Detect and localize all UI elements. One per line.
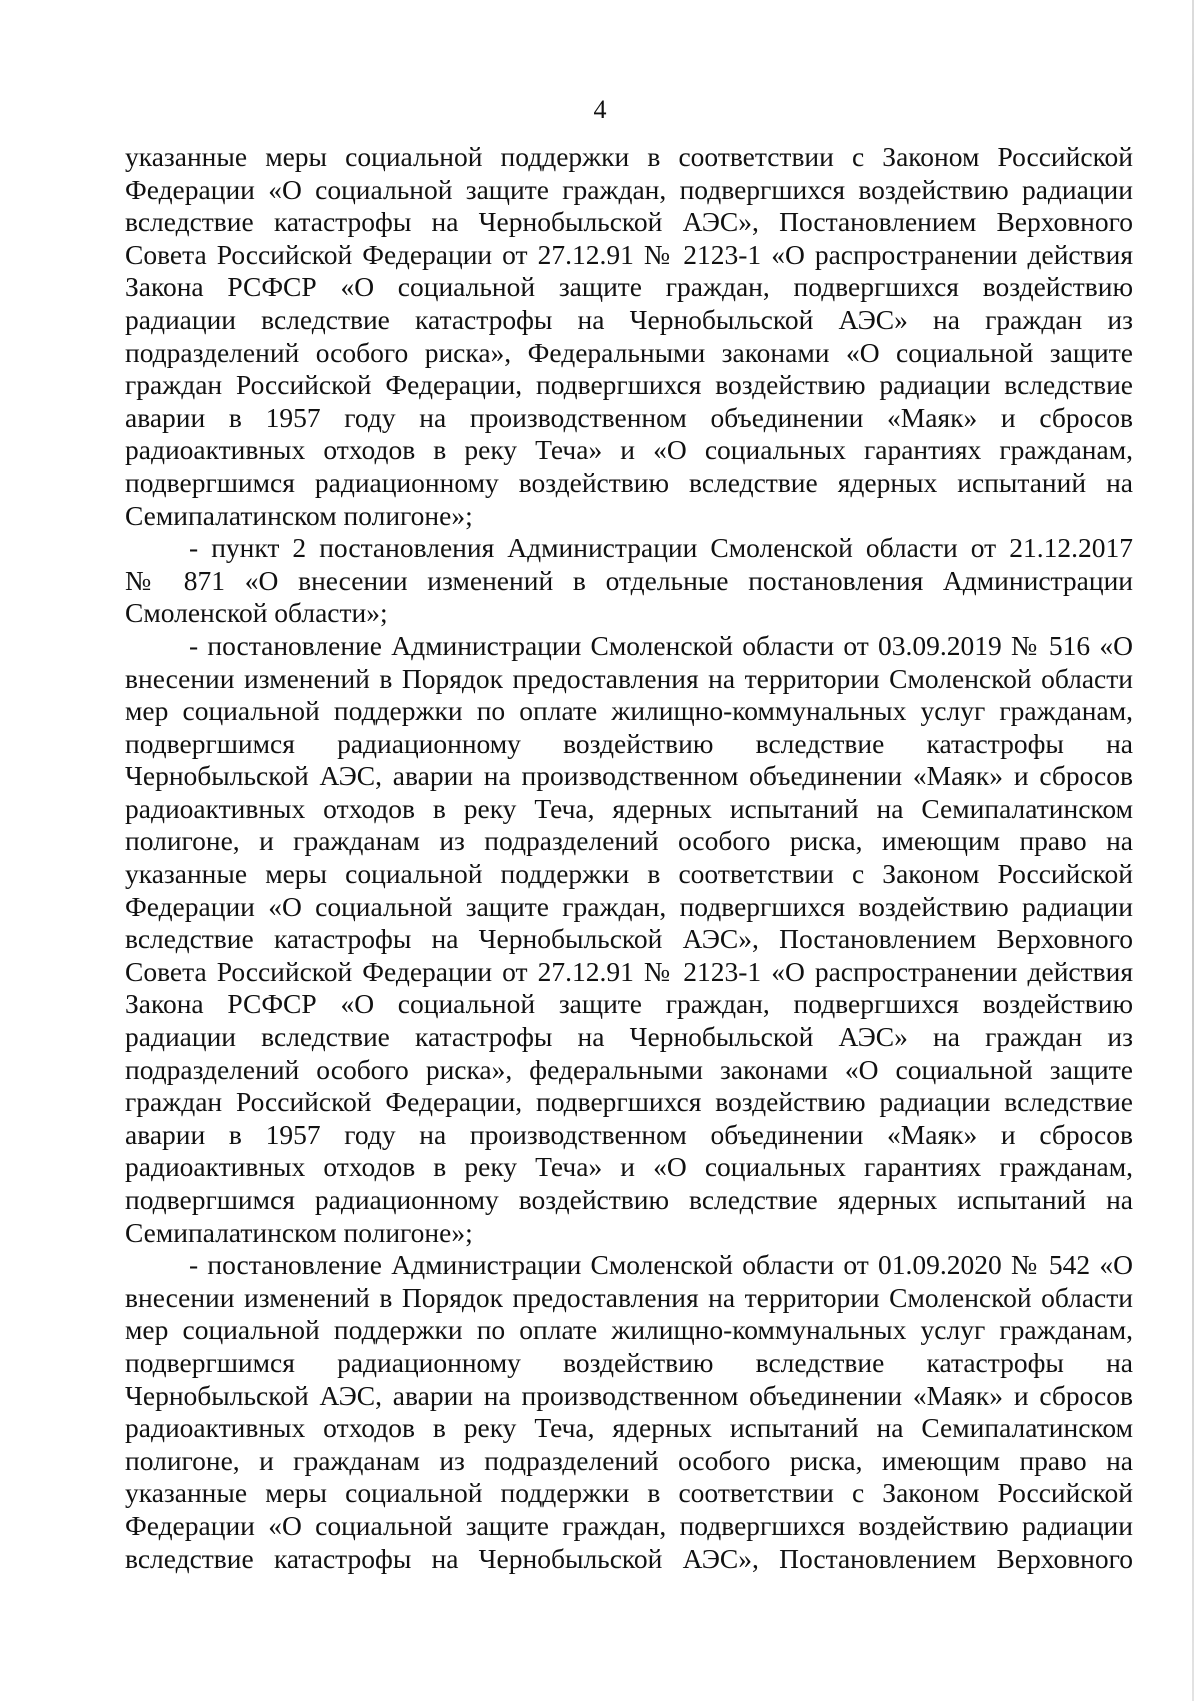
text-line: мер социальной поддержки по оплате жилищно-коммунальных услуг гражданам, <box>125 695 1133 727</box>
text-line: радиоактивных отходов в реку Теча, ядерных испытаний на Семипалатинском <box>125 792 1133 824</box>
text-line: Чернобыльской АЭС, аварии на производственном объединении «Маяк» и сбросов <box>125 760 1133 792</box>
text-line: - пункт 2 постановления Администрации Смоленской области от 21.12.2017 <box>189 532 1133 564</box>
text-line: Семипалатинском полигоне»; <box>125 1216 473 1248</box>
text-line: указанные меры социальной поддержки в соответствии с Законом Российской <box>125 1477 1133 1509</box>
text-line: - постановление Администрации Смоленской области от 03.09.2019 № 516 «О <box>189 629 1133 661</box>
text-line: Федерации «О социальной защите граждан, подвергшихся воздействию радиации <box>125 890 1133 922</box>
text-line: Закона РСФСР «О социальной защите граждан, подвергшихся воздействию <box>125 271 1133 303</box>
text-line: Федерации «О социальной защите граждан, подвергшихся воздействию радиации <box>125 173 1133 205</box>
text-line: полигоне, и гражданам из подразделений особого риска, имеющим право на <box>125 1444 1133 1476</box>
text-line: внесении изменений в Порядок предоставления на территории Смоленской области <box>125 662 1133 694</box>
document-body <box>125 141 1133 1575</box>
text-line: подвергшимся радиационному воздействию вследствие ядерных испытаний на <box>125 466 1133 498</box>
text-line: подвергшимся радиационному воздействию вследствие катастрофы на <box>125 1346 1133 1378</box>
text-line: аварии в 1957 году на производственном объединении «Маяк» и сбросов <box>125 1118 1133 1150</box>
text-line: указанные меры социальной поддержки в соответствии с Законом Российской <box>125 858 1133 890</box>
text-line: указанные меры социальной поддержки в соответствии с Законом Российской <box>125 141 1133 172</box>
text-line: Совета Российской Федерации от 27.12.91 № 2123-1 «О распространении действия <box>125 238 1133 270</box>
text-line: радиации вследствие катастрофы на Чернобыльской АЭС» на граждан из <box>125 1021 1133 1053</box>
text-line: мер социальной поддержки по оплате жилищно-коммунальных услуг гражданам, <box>125 1314 1133 1346</box>
text-line: Закона РСФСР «О социальной защите граждан, подвергшихся воздействию <box>125 988 1133 1020</box>
text-line: Федерации «О социальной защите граждан, подвергшихся воздействию радиации <box>125 1509 1133 1541</box>
text-line: подразделений особого риска», федеральными законами «О социальной защите <box>125 1053 1133 1085</box>
text-line: внесении изменений в Порядок предоставления на территории Смоленской области <box>125 1281 1133 1313</box>
text-line: вследствие катастрофы на Чернобыльской АЭС», Постановлением Верховного <box>125 206 1133 238</box>
text-line: полигоне, и гражданам из подразделений особого риска, имеющим право на <box>125 825 1133 857</box>
text-line: Совета Российской Федерации от 27.12.91 № 2123-1 «О распространении действия <box>125 955 1133 987</box>
text-line: Чернобыльской АЭС, аварии на производственном объединении «Маяк» и сбросов <box>125 1379 1133 1411</box>
text-line: Смоленской области»; <box>125 597 388 629</box>
text-line: подвергшимся радиационному воздействию вследствие катастрофы на <box>125 727 1133 759</box>
text-line: граждан Российской Федерации, подвергшихся воздействию радиации вследствие <box>125 369 1133 401</box>
text-line: радиации вследствие катастрофы на Чернобыльской АЭС» на граждан из <box>125 303 1133 335</box>
text-line: подразделений особого риска», Федеральными законами «О социальной защите <box>125 336 1133 368</box>
text-line: - постановление Администрации Смоленской области от 01.09.2020 № 542 «О <box>189 1249 1133 1281</box>
text-line: вследствие катастрофы на Чернобыльской АЭС», Постановлением Верховного <box>125 1542 1133 1574</box>
text-line: граждан Российской Федерации, подвергшихся воздействию радиации вследствие <box>125 1086 1133 1118</box>
text-line: Семипалатинском полигоне»; <box>125 499 473 531</box>
text-line: вследствие катастрофы на Чернобыльской АЭС», Постановлением Верховного <box>125 923 1133 955</box>
page-number: 4 <box>593 95 607 124</box>
text-line: радиоактивных отходов в реку Теча» и «О социальных гарантиях гражданам, <box>125 434 1133 466</box>
text-line: радиоактивных отходов в реку Теча, ядерных испытаний на Семипалатинском <box>125 1412 1133 1444</box>
text-line: радиоактивных отходов в реку Теча» и «О социальных гарантиях гражданам, <box>125 1151 1133 1183</box>
text-line: подвергшимся радиационному воздействию вследствие ядерных испытаний на <box>125 1184 1133 1215</box>
text-line: № 871 «О внесении изменений в отдельные постановления Администрации <box>125 564 1133 596</box>
text-line: аварии в 1957 году на производственном объединении «Маяк» и сбросов <box>125 401 1133 433</box>
scan-edge-line <box>1192 0 1194 1701</box>
